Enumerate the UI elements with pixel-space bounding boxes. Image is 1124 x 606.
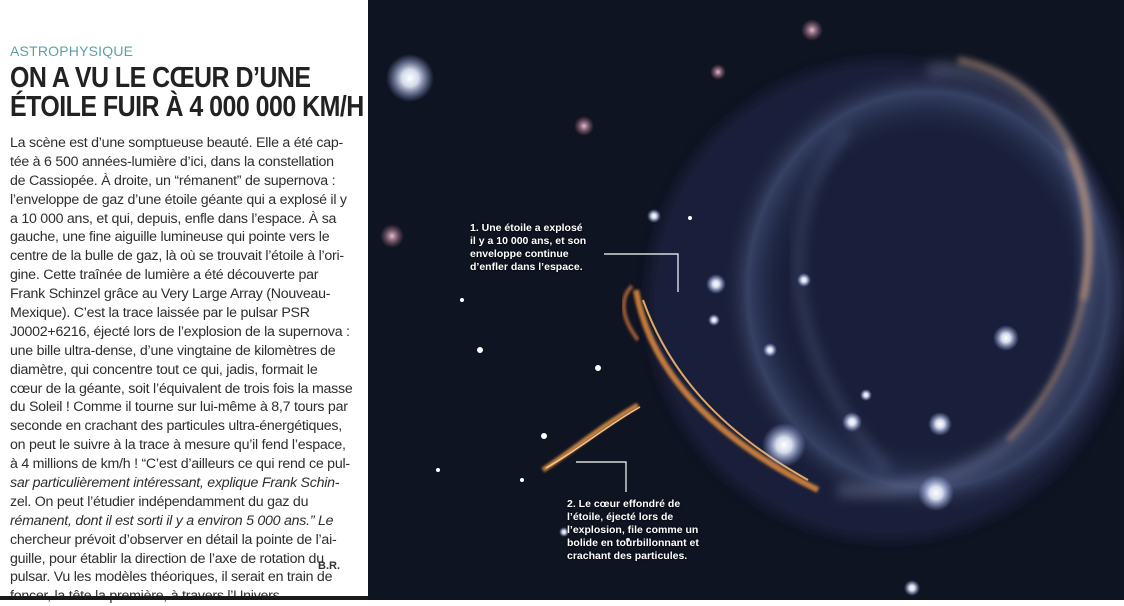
- annotation-line: l’explosion, file comme un: [567, 524, 699, 536]
- annotation-line: bolide en tourbillonnant et: [567, 537, 699, 549]
- star-icon: [710, 64, 726, 80]
- annotation-line: il y a 10 000 ans, et son: [470, 235, 587, 247]
- star-icon: [436, 468, 440, 472]
- star-icon: [801, 19, 823, 41]
- section-label: ASTROPHYSIQUE: [10, 43, 134, 59]
- annotation-1: [470, 222, 586, 274]
- star-icon: [904, 580, 920, 596]
- body-line: J0002+6216, éjecté lors de l’explosion de la supernova :: [10, 323, 350, 340]
- body-line: diamètre, qui concentre tout ce qui, jadis, formait le: [10, 361, 318, 378]
- body-line: pulsar. Vu les modèles théoriques, il serait en train de: [10, 569, 333, 586]
- body-line: gine. Cette traînée de lumière a été découverte par: [10, 267, 319, 284]
- star-icon: [918, 475, 954, 511]
- body-line: une bille ultra-dense, d’une vingtaine de kilomètres de: [10, 342, 336, 359]
- body-line: de Cassiopée. À droite, un “rémanent” de supernova :: [10, 172, 336, 189]
- body-line: cœur de la géante, soit l’équivalent de trois fois la masse: [10, 380, 353, 397]
- body-line: du Soleil ! Comme il tourne sur lui-même à 8,7 tours par: [10, 399, 348, 416]
- body-line: seconde en crachant des particules ultra-énergétiques,: [10, 418, 342, 435]
- annotation-line: 2. Le cœur effondré de: [567, 498, 681, 510]
- star-icon: [595, 365, 601, 371]
- article-column: [0, 0, 368, 600]
- star-icon: [460, 298, 464, 302]
- article-body: [10, 134, 360, 606]
- body-line: La scène est d’une somptueuse beauté. Elle a été cap-: [10, 135, 343, 151]
- star-icon: [574, 116, 594, 136]
- star-icon: [842, 412, 862, 432]
- body-line: tée à 6 500 années-lumière d’ici, dans la constellation: [10, 153, 334, 170]
- supernova-photo: [368, 0, 1124, 600]
- body-line: guille, pour établir la direction de l’axe de rotation du: [10, 550, 324, 567]
- star-icon: [386, 54, 434, 102]
- annotation-line: l’étoile, éjecté lors de: [567, 511, 674, 523]
- star-icon: [688, 216, 692, 220]
- headline-line-2: ÉTOILE FUIR À 4 000 000 KM/H: [10, 91, 364, 123]
- star-icon: [993, 325, 1019, 351]
- body-line: chercheur prévoit d’observer en détail la pointe de l’ai-: [10, 531, 337, 548]
- annotation-2: [567, 498, 699, 563]
- star-icon: [706, 274, 726, 294]
- cropped-header-strip: [0, 0, 368, 6]
- headline-line-1: ON A VU LE CŒUR D’UNE: [10, 62, 311, 94]
- star-icon: [520, 478, 524, 482]
- body-line: on peut le suivre à la trace à mesure qu’il fend l’espace,: [10, 437, 346, 454]
- star-icon: [541, 433, 547, 439]
- star-icon: [860, 389, 872, 401]
- star-icon: [477, 347, 483, 353]
- body-line: à 4 millions de km/h ! “C’est d’ailleurs ce qui rend ce pul-: [10, 456, 350, 473]
- body-line: a 10 000 ans, et qui, depuis, enfle dans l’espace. À sa: [10, 210, 337, 227]
- star-icon: [708, 314, 720, 326]
- body-line: Frank Schinzel grâce au Very Large Array (Nouveau-: [10, 286, 331, 303]
- star-icon: [380, 224, 404, 248]
- body-line: zel. On peut l’étudier indépendamment du gaz du: [10, 493, 309, 510]
- star-icon: [763, 343, 777, 357]
- body-line: l’enveloppe de gaz d’une étoile géante qui a explosé il y: [10, 191, 347, 208]
- annotation-line: d’enfler dans l’espace.: [470, 261, 583, 273]
- body-line: Mexique). C’est la trace laissée par le pulsar PSR: [10, 305, 310, 322]
- byline: B.R.: [318, 560, 340, 572]
- body-line: rémanent, dont il est sorti il y a environ 5 000 ans.” Le: [10, 512, 334, 529]
- star-icon: [928, 412, 952, 436]
- annotation-line: crachant des particules.: [567, 550, 688, 562]
- star-icon: [762, 423, 806, 467]
- body-line: gauche, une fine aiguille lumineuse qui pointe vers le: [10, 229, 330, 246]
- headline: [10, 62, 364, 123]
- body-line: sar particulièrement intéressant, explique Frank Schin-: [10, 475, 340, 492]
- annotation-line: 1. Une étoile a explosé: [470, 222, 583, 234]
- star-icon: [797, 273, 811, 287]
- body-line: centre de la bulle de gaz, là où se trouvait l’étoile à l’ori-: [10, 248, 344, 265]
- star-icon: [647, 209, 661, 223]
- supernova-illustration: [368, 0, 1124, 600]
- bottom-rule: [0, 596, 368, 600]
- annotation-line: enveloppe continue: [470, 248, 569, 260]
